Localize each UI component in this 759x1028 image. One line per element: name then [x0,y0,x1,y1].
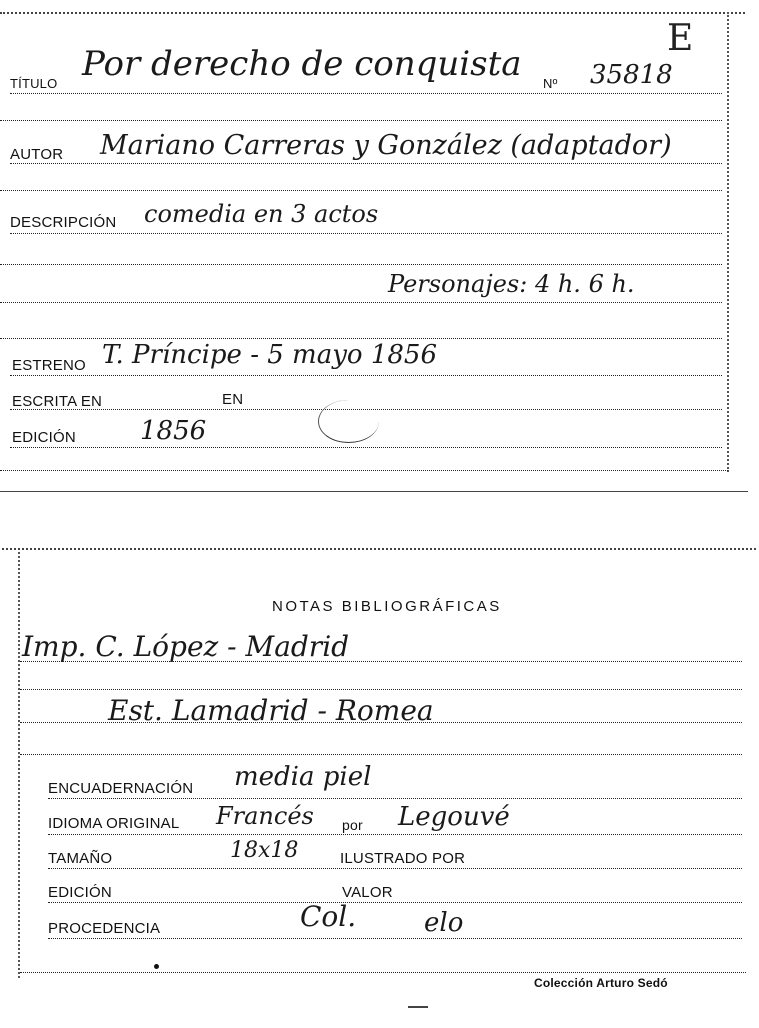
personajes-value: Personajes: 4 h. 6 h. [388,270,635,298]
rule-bottom [20,972,746,973]
descripcion-label: DESCRIPCIÓN [10,214,117,231]
valor-label: VALOR [342,884,393,901]
tamano-value: 18x18 [230,838,299,863]
titulo-label: TÍTULO [10,76,58,91]
card-bottom-edge [0,491,748,492]
rule-4 [0,302,722,303]
rule-estreno [10,375,722,376]
idioma-original-value: Francés [216,802,314,830]
collection-footer: Colección Arturo Sedó [534,976,668,990]
numero-label: Nº [543,76,558,91]
rule-titulo [10,93,722,94]
rule-6 [0,470,728,471]
rule-procedencia [48,938,742,939]
rule-note-1 [20,661,742,662]
rule-autor [10,163,722,164]
ink-smudge [318,400,379,443]
rule-edicion [10,447,722,448]
rule-idioma [48,834,742,835]
estreno-label: ESTRENO [12,357,86,374]
escrita-en-label: ESCRITA EN [12,393,103,410]
note-line-1: Imp. C. López - Madrid [22,630,350,663]
autor-original-value: Legouvé [398,802,510,832]
descripcion-value: comedia en 3 actos [144,200,379,228]
estreno-value: T. Príncipe - 5 mayo 1856 [102,340,437,370]
edicion-label: EDICIÓN [48,884,112,901]
rule-descripcion [10,233,722,234]
rule-note-4 [20,754,742,755]
edicion-label: EDICIÓN [12,429,76,446]
procedencia-label: PROCEDENCIA [48,920,161,937]
ilustrado-por-label: ILUSTRADO POR [340,850,466,867]
rule-tamano [48,868,742,869]
autor-label: AUTOR [10,146,64,163]
catalog-card-front [0,0,759,492]
procedencia-value-end: elo [424,908,464,938]
rule-edicion [48,902,742,903]
rule-1 [0,120,722,121]
catalog-card-back [18,548,756,978]
card-right-edge [727,12,729,472]
encuadernacion-label: ENCUADERNACIÓN [48,780,194,797]
en-label: EN [222,391,244,408]
numero-value: 35818 [590,60,673,90]
card-top-edge [0,12,745,14]
rule-note-2 [20,689,742,690]
card-top-edge [2,548,756,550]
por-label: por [342,817,363,833]
corner-mark: E [667,18,694,59]
rule-note-3 [20,722,742,723]
rule-2 [0,190,722,191]
scan-mark [408,1006,428,1008]
notas-heading: NOTAS BIBLIOGRÁFICAS [272,598,502,615]
edicion-value: 1856 [140,416,207,446]
rule-5 [0,338,722,339]
idioma-original-label: IDIOMA ORIGINAL [48,815,180,832]
ink-dot [154,964,159,969]
procedencia-value: Col. [300,900,357,933]
tamano-label: TAMAÑO [48,850,113,867]
rule-encuadernacion [48,798,742,799]
rule-3 [0,264,722,265]
autor-value: Mariano Carreras y González (adaptador) [100,130,672,161]
encuadernacion-value: media piel [234,762,372,792]
note-line-2: Est. Lamadrid - Romea [108,694,434,727]
titulo-value: Por derecho de conquista [82,44,522,84]
